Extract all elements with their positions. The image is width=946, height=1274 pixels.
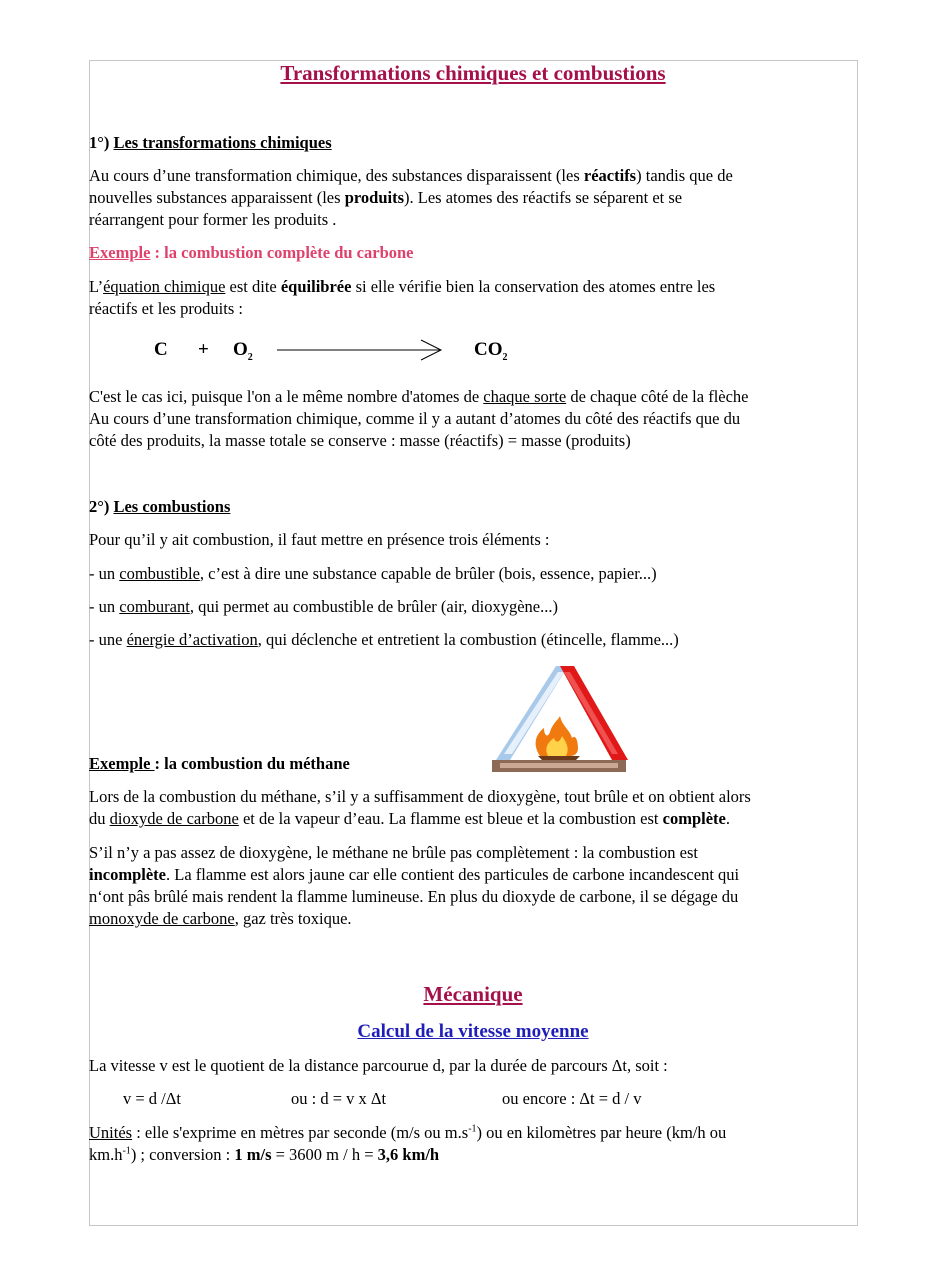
section1-heading: 1°) Les transformations chimiques	[89, 133, 332, 152]
incomplete-line1: S’il n’y a pas assez de dioxygène, le méthane ne brûle pas complètement : la combustion est	[89, 843, 698, 862]
formula-duration: ou encore : Δt = d / v	[502, 1089, 642, 1108]
s1-line3: réarrangent pour former les produits .	[89, 210, 337, 229]
speed-definition: La vitesse v est le quotient de la distance parcourue d, par la durée de parcours Δt, soit :	[89, 1056, 668, 1075]
mechanics-subtitle: Calcul de la vitesse moyenne	[357, 1021, 589, 1042]
equation-line1: L’équation chimique est dite équilibrée si elle vérifie bien la conservation des atomes entre les	[89, 277, 716, 296]
s1-line1: Au cours d’une transformation chimique, des substances disparaissent (les réactifs) tandis que de	[89, 166, 733, 185]
incomplete-line3: n‘ont pâs brûlé mais rendent la flamme lumineuse. En plus du dioxyde de carbone, il se dégage du	[89, 887, 739, 906]
reactant-o2: $O_2$	[233, 339, 253, 363]
page-title: Transformations chimiques et combustions	[280, 61, 666, 85]
list-item-combustible: - un combustible, c’est à dire une substance capable de brûler (bois, essence, papier...)	[89, 564, 657, 583]
units-line1: Unités : elle s'exprime en mètres par seconde (m/s ou $m.s^{-1}$) ou en kilomètres par heure (km/h ou	[89, 1123, 727, 1142]
formula-distance: ou : d = v x Δt	[291, 1089, 387, 1108]
plus-sign: +	[198, 339, 209, 360]
conservation-line2: Au cours d’une transformation chimique, comme il y a autant d’atomes du côté des réactifs que du	[89, 409, 741, 428]
example-methane: Exemple : la combustion du méthane	[89, 754, 350, 773]
incomplete-line2: incomplète. La flamme est alors jaune car elle contient des particules de carbone incandescent qui	[89, 865, 740, 884]
methane-line1: Lors de la combustion du méthane, s’il y a suffisamment de dioxygène, tout brûle et on obtient alors	[89, 787, 751, 806]
example-carbon: Exemple : la combustion complète du carbone	[89, 243, 414, 262]
product-co2: $CO_2$	[474, 339, 508, 363]
combustion-intro: Pour qu’il y ait combustion, il faut mettre en présence trois éléments :	[89, 530, 550, 549]
mechanics-title: Mécanique	[423, 982, 523, 1006]
incomplete-line4: monoxyde de carbone, gaz très toxique.	[89, 909, 352, 928]
units-line2: $km.h^{-1}$) ; conversion : 1 m/s = 3600 m / h = 3,6 km/h	[89, 1145, 440, 1164]
conservation-line1: C'est le cas ici, puisque l'on a le même nombre d'atomes de chaque sorte de chaque côté de la flèche	[89, 387, 749, 406]
equation-line2: réactifs et les produits :	[89, 299, 243, 318]
list-item-activation: - une énergie d’activation, qui déclenche et entretient la combustion (étincelle, flamme...)	[89, 630, 679, 649]
section2-heading: 2°) Les combustions	[89, 497, 231, 516]
reaction-arrow-icon	[277, 338, 443, 362]
list-item-comburant: - un comburant, qui permet au combustible de brûler (air, dioxygène...)	[89, 597, 558, 616]
conservation-line3: côté des produits, la masse totale se conserve : masse (réactifs) = masse (produits)	[89, 431, 631, 450]
methane-line2: du dioxyde de carbone et de la vapeur d’eau. La flamme est bleue et la combustion est complète.	[89, 809, 730, 828]
fire-triangle-icon	[488, 662, 630, 774]
formula-speed: v = d /Δt	[123, 1089, 181, 1108]
s1-line2: nouvelles substances apparaissent (les produits). Les atomes des réactifs se séparent et se	[89, 188, 683, 207]
reactant-c: C	[154, 339, 168, 360]
